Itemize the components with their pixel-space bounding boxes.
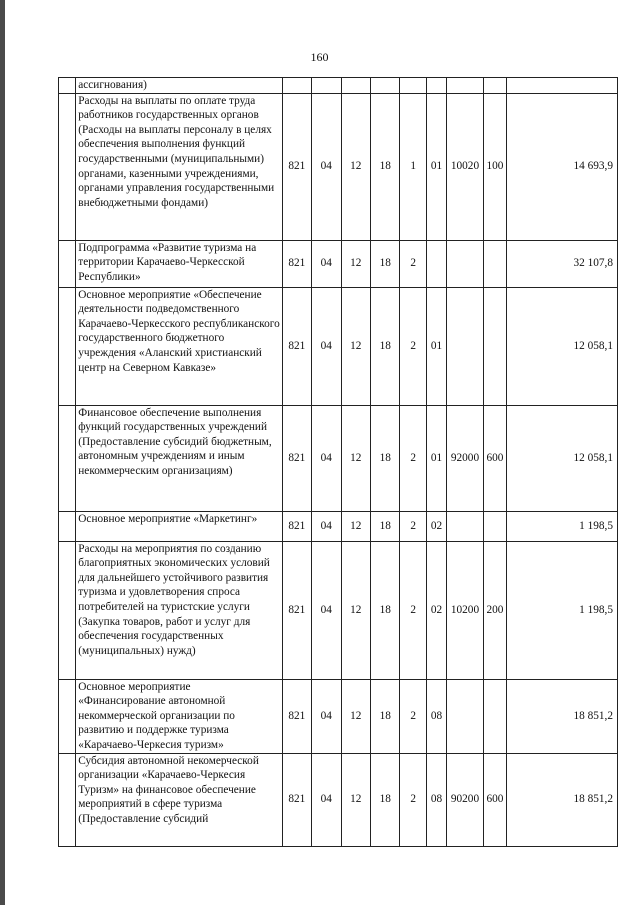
- cell-grbs: 821: [282, 679, 311, 753]
- cell-program-code: 18: [370, 541, 399, 679]
- cell-subprogram-code: 2: [400, 511, 426, 541]
- cell-description: Расходы на мероприятия по созданию благоприятных экономических условий для дальнейшего устойчивого развития туризма и удовлетворения спроса потребителей на туристские услуги (Закупка товаров, работ и услуг для обеспечения государственных (муниципальных) нужд): [76, 541, 282, 679]
- cell-subsection: [341, 78, 370, 94]
- cell-amount: 18 851,2: [507, 679, 618, 753]
- cell-subprogram-code: 2: [400, 287, 426, 405]
- cell-description: Основное мероприятие «Обеспечение деятельности подведомственного Карачаево-Черкесского республиканского государственного бюджетного учреждения «Аланский христианский центр на Северном Кавказе»: [76, 287, 282, 405]
- cell-description: ассигнования): [76, 78, 282, 94]
- cell-amount: 14 693,9: [507, 93, 618, 240]
- cell-amount: 18 851,2: [507, 753, 618, 846]
- cell-measure-code: 08: [426, 679, 446, 753]
- cell-section: 04: [312, 287, 341, 405]
- cell-program-code: 18: [370, 93, 399, 240]
- cell-measure-code: [426, 240, 446, 287]
- cell-section: 04: [312, 753, 341, 846]
- table-row: [59, 78, 618, 94]
- cell-amount: 1 198,5: [507, 541, 618, 679]
- cell-description: Подпрограмма «Развитие туризма на территории Карачаево-Черкесской Республики»: [76, 240, 282, 287]
- cell-grbs: [282, 78, 311, 94]
- cell-blank: [59, 240, 76, 287]
- table-row: [59, 405, 618, 511]
- cell-grbs: 821: [282, 93, 311, 240]
- cell-grbs: 821: [282, 405, 311, 511]
- cell-measure-code: 01: [426, 287, 446, 405]
- cell-subprogram-code: [400, 78, 426, 94]
- cell-section: [312, 78, 341, 94]
- cell-description: Финансовое обеспечение выполнения функций государственных учреждений (Предоставление субсидий бюджетным, автономным учреждениям и иным некоммерческим организациям): [76, 405, 282, 511]
- cell-section: 04: [312, 93, 341, 240]
- cell-measure-code: 02: [426, 511, 446, 541]
- cell-section: 04: [312, 511, 341, 541]
- cell-expense-type: 100: [483, 93, 506, 240]
- cell-direction-code: 10200: [447, 541, 484, 679]
- cell-subsection: 12: [341, 93, 370, 240]
- cell-direction-code: 92000: [447, 405, 484, 511]
- budget-table: [58, 77, 618, 847]
- cell-expense-type: 600: [483, 405, 506, 511]
- cell-grbs: 821: [282, 753, 311, 846]
- cell-amount: 12 058,1: [507, 287, 618, 405]
- cell-measure-code: 01: [426, 405, 446, 511]
- cell-direction-code: [447, 78, 484, 94]
- cell-description: Расходы на выплаты по оплате труда работников государственных органов (Расходы на выплаты персоналу в целях обеспечения выполнения функций государственными (муниципальными) органами, казенными учреждениями, органами управления государственными внебюджетными фондами): [76, 93, 282, 240]
- cell-expense-type: 200: [483, 541, 506, 679]
- cell-blank: [59, 541, 76, 679]
- cell-amount: [507, 78, 618, 94]
- cell-program-code: 18: [370, 511, 399, 541]
- cell-program-code: 18: [370, 679, 399, 753]
- cell-subsection: 12: [341, 287, 370, 405]
- cell-direction-code: [447, 679, 484, 753]
- cell-blank: [59, 287, 76, 405]
- cell-expense-type: 600: [483, 753, 506, 846]
- cell-direction-code: [447, 511, 484, 541]
- cell-direction-code: 90200: [447, 753, 484, 846]
- table-row: [59, 679, 618, 753]
- page-number: 160: [310, 50, 329, 64]
- cell-measure-code: [426, 78, 446, 94]
- cell-expense-type: [483, 78, 506, 94]
- cell-section: 04: [312, 240, 341, 287]
- cell-subprogram-code: 1: [400, 93, 426, 240]
- table-row: [59, 287, 618, 405]
- cell-section: 04: [312, 541, 341, 679]
- cell-program-code: [370, 78, 399, 94]
- cell-blank: [59, 93, 76, 240]
- cell-grbs: 821: [282, 287, 311, 405]
- cell-subprogram-code: 2: [400, 541, 426, 679]
- table-row: [59, 93, 618, 240]
- cell-blank: [59, 78, 76, 94]
- cell-grbs: 821: [282, 511, 311, 541]
- cell-subsection: 12: [341, 541, 370, 679]
- cell-measure-code: 01: [426, 93, 446, 240]
- cell-program-code: 18: [370, 753, 399, 846]
- cell-blank: [59, 679, 76, 753]
- cell-subprogram-code: 2: [400, 753, 426, 846]
- cell-measure-code: 08: [426, 753, 446, 846]
- cell-subsection: 12: [341, 405, 370, 511]
- cell-subprogram-code: 2: [400, 240, 426, 287]
- table-row: [59, 753, 618, 846]
- cell-program-code: 18: [370, 240, 399, 287]
- cell-program-code: 18: [370, 405, 399, 511]
- cell-amount: 32 107,8: [507, 240, 618, 287]
- cell-subprogram-code: 2: [400, 405, 426, 511]
- cell-direction-code: 10020: [447, 93, 484, 240]
- cell-direction-code: [447, 240, 484, 287]
- table-row: [59, 240, 618, 287]
- scan-left-edge: [0, 0, 5, 905]
- cell-blank: [59, 511, 76, 541]
- cell-amount: 12 058,1: [507, 405, 618, 511]
- cell-program-code: 18: [370, 287, 399, 405]
- cell-subprogram-code: 2: [400, 679, 426, 753]
- cell-direction-code: [447, 287, 484, 405]
- cell-blank: [59, 405, 76, 511]
- cell-subsection: 12: [341, 511, 370, 541]
- cell-description: Субсидия автономной некомерческой организации «Карачаево-Черкесия Туризм» на финансовое обеспечение мероприятий в сфере туризма (Предоставление субсидий: [76, 753, 282, 846]
- cell-subsection: 12: [341, 753, 370, 846]
- cell-description: Основное мероприятие «Финансирование автономной некоммерческой организации по развитию и поддержке туризма «Карачаево-Черкесия туризм»: [76, 679, 282, 753]
- cell-expense-type: [483, 511, 506, 541]
- cell-section: 04: [312, 405, 341, 511]
- cell-description: Основное мероприятие «Маркетинг»: [76, 511, 282, 541]
- table-row: [59, 541, 618, 679]
- cell-subsection: 12: [341, 240, 370, 287]
- cell-grbs: 821: [282, 240, 311, 287]
- cell-blank: [59, 753, 76, 846]
- cell-section: 04: [312, 679, 341, 753]
- cell-expense-type: [483, 679, 506, 753]
- cell-grbs: 821: [282, 541, 311, 679]
- cell-subsection: 12: [341, 679, 370, 753]
- table-row: [59, 511, 618, 541]
- cell-expense-type: [483, 240, 506, 287]
- cell-expense-type: [483, 287, 506, 405]
- cell-measure-code: 02: [426, 541, 446, 679]
- cell-amount: 1 198,5: [507, 511, 618, 541]
- budget-table-body: [59, 78, 618, 847]
